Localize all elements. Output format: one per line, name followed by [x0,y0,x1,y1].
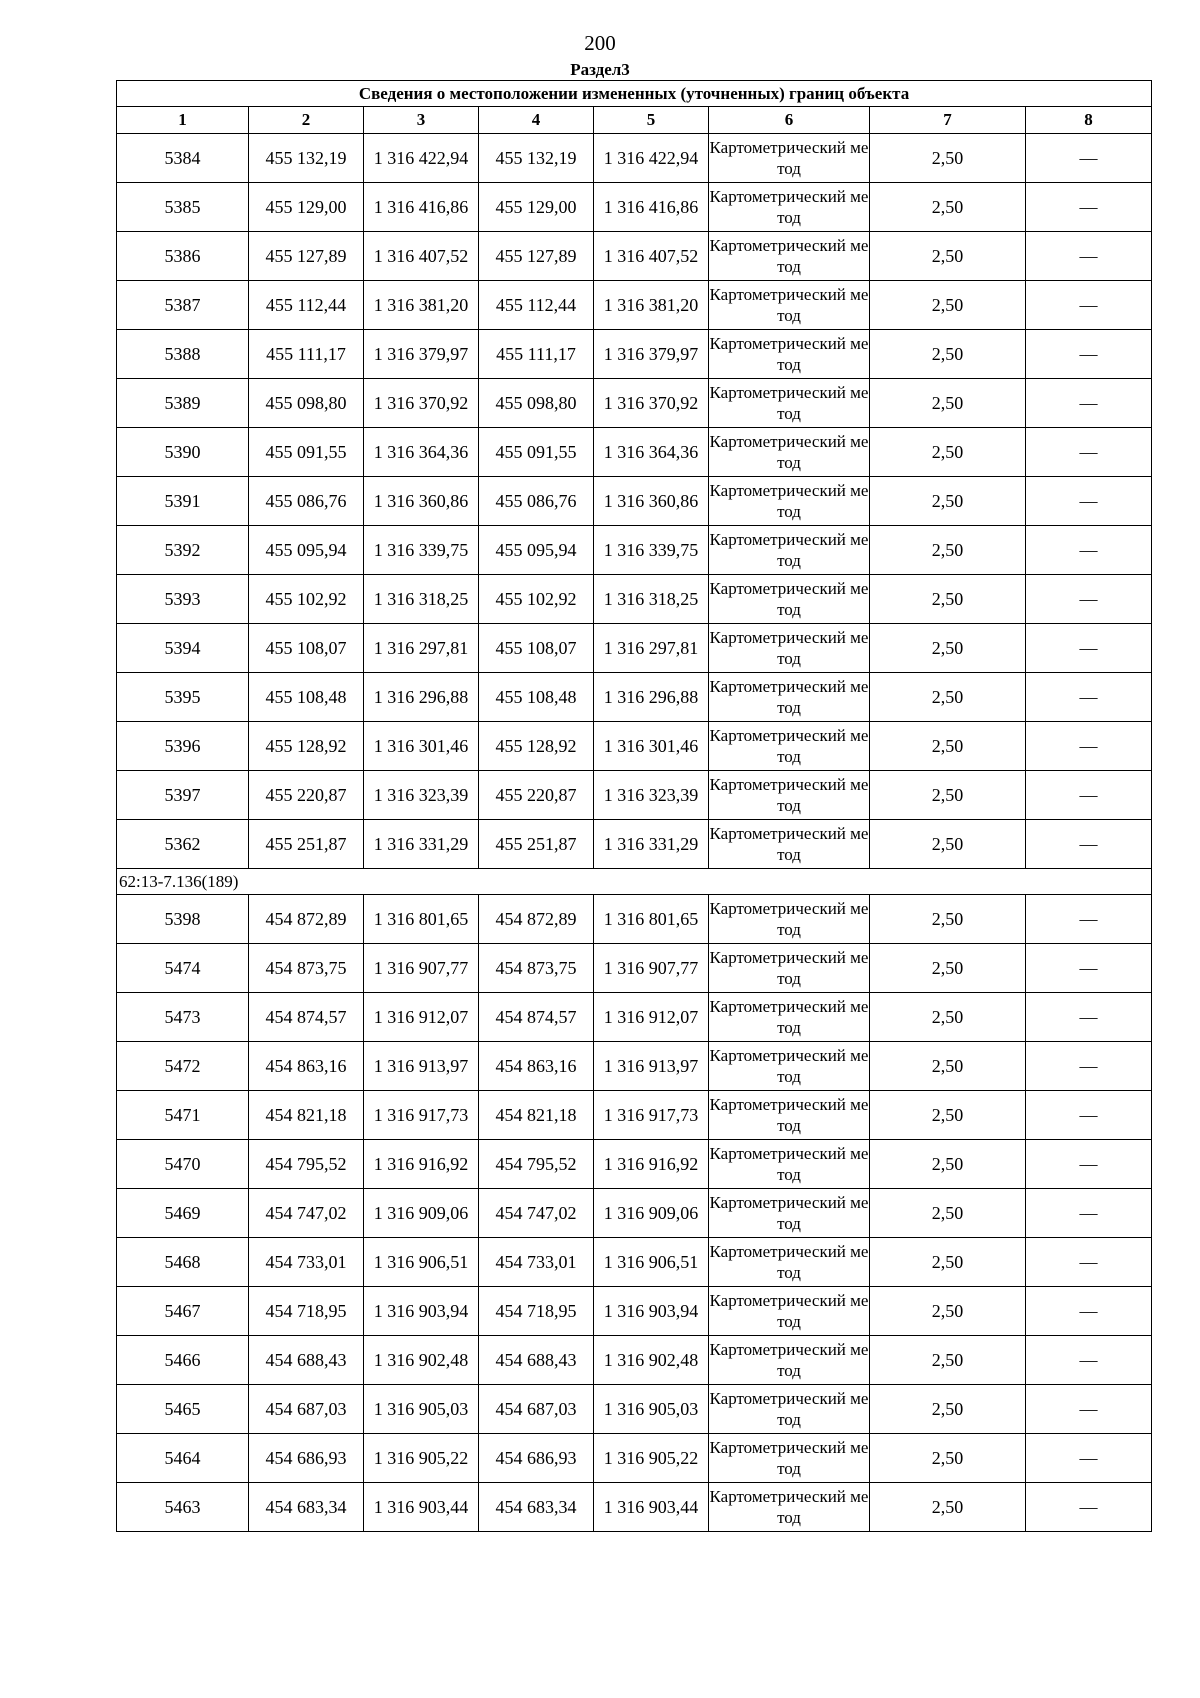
column-number: 2 [249,107,364,134]
cell-description: — [1026,624,1152,673]
table-body [117,134,1152,1532]
cell-x-new: 454 733,01 [479,1238,594,1287]
cell-accuracy: 2,50 [870,1042,1026,1091]
cell-method: Картометрический метод [709,1287,870,1336]
cell-point-number: 5472 [117,1042,249,1091]
cell-method: Картометрический метод [709,1385,870,1434]
cell-x-new: 455 111,17 [479,330,594,379]
cell-method: Картометрический метод [709,820,870,869]
cell-point-number: 5463 [117,1483,249,1532]
cell-x-new: 455 086,76 [479,477,594,526]
cell-y-old: 1 316 902,48 [364,1336,479,1385]
cell-y-new: 1 316 323,39 [594,771,709,820]
cell-description: — [1026,134,1152,183]
cell-x-old: 455 132,19 [249,134,364,183]
cell-description: — [1026,379,1152,428]
cell-x-old: 454 873,75 [249,944,364,993]
cell-point-number: 5391 [117,477,249,526]
cell-point-number: 5473 [117,993,249,1042]
cell-y-old: 1 316 422,94 [364,134,479,183]
cell-accuracy: 2,50 [870,771,1026,820]
cell-point-number: 5398 [117,895,249,944]
cell-x-new: 454 873,75 [479,944,594,993]
cell-y-old: 1 316 323,39 [364,771,479,820]
cell-method: Картометрический метод [709,330,870,379]
cell-point-number: 5395 [117,673,249,722]
cell-method: Картометрический метод [709,1042,870,1091]
cell-description: — [1026,1434,1152,1483]
cell-description: — [1026,673,1152,722]
column-number: 7 [870,107,1026,134]
cell-description: — [1026,281,1152,330]
cell-y-new: 1 316 296,88 [594,673,709,722]
cell-y-new: 1 316 907,77 [594,944,709,993]
cell-accuracy: 2,50 [870,820,1026,869]
cell-y-new: 1 316 318,25 [594,575,709,624]
cell-method: Картометрический метод [709,1336,870,1385]
cell-x-new: 454 747,02 [479,1189,594,1238]
cell-point-number: 5386 [117,232,249,281]
cell-method: Картометрический метод [709,134,870,183]
cell-accuracy: 2,50 [870,526,1026,575]
table-row [117,895,1152,944]
cell-point-number: 5384 [117,134,249,183]
cell-x-old: 454 821,18 [249,1091,364,1140]
cell-y-old: 1 316 297,81 [364,624,479,673]
cell-x-new: 454 683,34 [479,1483,594,1532]
cell-x-old: 454 863,16 [249,1042,364,1091]
cell-x-old: 454 747,02 [249,1189,364,1238]
group-header-row [117,869,1152,895]
cell-point-number: 5389 [117,379,249,428]
cell-y-old: 1 316 381,20 [364,281,479,330]
cell-method: Картометрический метод [709,379,870,428]
cell-method: Картометрический метод [709,895,870,944]
cell-y-new: 1 316 801,65 [594,895,709,944]
cell-y-old: 1 316 903,44 [364,1483,479,1532]
cell-accuracy: 2,50 [870,428,1026,477]
cell-y-old: 1 316 364,36 [364,428,479,477]
cell-x-old: 455 102,92 [249,575,364,624]
cell-y-new: 1 316 422,94 [594,134,709,183]
cell-description: — [1026,1091,1152,1140]
table-row [117,1238,1152,1287]
cell-x-old: 454 683,34 [249,1483,364,1532]
cell-method: Картометрический метод [709,1483,870,1532]
column-number: 6 [709,107,870,134]
cell-y-old: 1 316 905,22 [364,1434,479,1483]
cell-y-new: 1 316 407,52 [594,232,709,281]
cell-accuracy: 2,50 [870,673,1026,722]
cell-x-old: 455 251,87 [249,820,364,869]
cell-y-old: 1 316 905,03 [364,1385,479,1434]
cell-y-new: 1 316 360,86 [594,477,709,526]
cell-x-new: 455 112,44 [479,281,594,330]
cell-accuracy: 2,50 [870,624,1026,673]
column-number: 3 [364,107,479,134]
cell-description: — [1026,183,1152,232]
cell-point-number: 5471 [117,1091,249,1140]
column-number: 1 [117,107,249,134]
cell-x-old: 455 128,92 [249,722,364,771]
cell-point-number: 5396 [117,722,249,771]
cell-point-number: 5464 [117,1434,249,1483]
table-row [117,232,1152,281]
cell-method: Картометрический метод [709,722,870,771]
cell-y-old: 1 316 339,75 [364,526,479,575]
cell-y-new: 1 316 905,03 [594,1385,709,1434]
cell-description: — [1026,428,1152,477]
cell-y-new: 1 316 416,86 [594,183,709,232]
cell-point-number: 5466 [117,1336,249,1385]
cell-method: Картометрический метод [709,526,870,575]
cell-method: Картометрический метод [709,575,870,624]
cell-y-new: 1 316 381,20 [594,281,709,330]
cell-description: — [1026,993,1152,1042]
cell-description: — [1026,895,1152,944]
cell-x-new: 455 127,89 [479,232,594,281]
cell-y-old: 1 316 296,88 [364,673,479,722]
cell-y-new: 1 316 379,97 [594,330,709,379]
cell-point-number: 5394 [117,624,249,673]
cell-point-number: 5397 [117,771,249,820]
table-row [117,575,1152,624]
cell-y-new: 1 316 909,06 [594,1189,709,1238]
cell-y-new: 1 316 902,48 [594,1336,709,1385]
cell-y-old: 1 316 917,73 [364,1091,479,1140]
cell-x-old: 455 108,48 [249,673,364,722]
cell-point-number: 5388 [117,330,249,379]
cell-accuracy: 2,50 [870,330,1026,379]
cell-y-new: 1 316 297,81 [594,624,709,673]
cell-accuracy: 2,50 [870,944,1026,993]
cell-y-new: 1 316 905,22 [594,1434,709,1483]
cell-description: — [1026,1238,1152,1287]
cell-method: Картометрический метод [709,183,870,232]
cell-method: Картометрический метод [709,624,870,673]
cell-accuracy: 2,50 [870,1434,1026,1483]
cell-x-old: 455 112,44 [249,281,364,330]
cell-y-old: 1 316 906,51 [364,1238,479,1287]
cell-accuracy: 2,50 [870,232,1026,281]
cell-x-new: 455 220,87 [479,771,594,820]
cell-accuracy: 2,50 [870,1140,1026,1189]
cell-x-new: 455 251,87 [479,820,594,869]
cell-method: Картометрический метод [709,944,870,993]
cell-x-new: 455 108,48 [479,673,594,722]
table-row [117,993,1152,1042]
cell-accuracy: 2,50 [870,1238,1026,1287]
cell-accuracy: 2,50 [870,1287,1026,1336]
cell-x-old: 455 086,76 [249,477,364,526]
cell-y-new: 1 316 339,75 [594,526,709,575]
cell-x-new: 454 872,89 [479,895,594,944]
cell-x-new: 455 128,92 [479,722,594,771]
table-row [117,1434,1152,1483]
cell-accuracy: 2,50 [870,1189,1026,1238]
cell-x-new: 454 718,95 [479,1287,594,1336]
cell-y-new: 1 316 903,94 [594,1287,709,1336]
cell-accuracy: 2,50 [870,1385,1026,1434]
cell-y-old: 1 316 379,97 [364,330,479,379]
cell-description: — [1026,1140,1152,1189]
cell-x-new: 454 795,52 [479,1140,594,1189]
cell-description: — [1026,722,1152,771]
cell-method: Картометрический метод [709,1091,870,1140]
cell-method: Картометрический метод [709,673,870,722]
cell-description: — [1026,330,1152,379]
cell-method: Картометрический метод [709,1189,870,1238]
cell-y-old: 1 316 416,86 [364,183,479,232]
table-row [117,379,1152,428]
cell-y-new: 1 316 917,73 [594,1091,709,1140]
cell-y-new: 1 316 913,97 [594,1042,709,1091]
table-row [117,1189,1152,1238]
cell-y-old: 1 316 301,46 [364,722,479,771]
cell-x-new: 454 821,18 [479,1091,594,1140]
cell-x-old: 454 686,93 [249,1434,364,1483]
table-row [117,1483,1152,1532]
cell-method: Картометрический метод [709,281,870,330]
cell-y-old: 1 316 407,52 [364,232,479,281]
cell-method: Картометрический метод [709,1238,870,1287]
cell-method: Картометрический метод [709,771,870,820]
cell-description: — [1026,575,1152,624]
cell-y-old: 1 316 360,86 [364,477,479,526]
cell-y-old: 1 316 331,29 [364,820,479,869]
cell-x-old: 455 098,80 [249,379,364,428]
cell-accuracy: 2,50 [870,134,1026,183]
table-row [117,183,1152,232]
cell-y-old: 1 316 916,92 [364,1140,479,1189]
cell-x-new: 454 686,93 [479,1434,594,1483]
table-row [117,944,1152,993]
table-row [117,624,1152,673]
cell-y-new: 1 316 903,44 [594,1483,709,1532]
cell-x-old: 454 687,03 [249,1385,364,1434]
cell-point-number: 5470 [117,1140,249,1189]
cell-y-new: 1 316 331,29 [594,820,709,869]
table-caption: Сведения о местоположении измененных (уточненных) границ объекта [117,81,1152,107]
cell-description: — [1026,1483,1152,1532]
cell-x-new: 454 874,57 [479,993,594,1042]
table-row [117,1287,1152,1336]
cell-y-new: 1 316 912,07 [594,993,709,1042]
table-row [117,820,1152,869]
cell-description: — [1026,232,1152,281]
cell-y-new: 1 316 370,92 [594,379,709,428]
cell-description: — [1026,1287,1152,1336]
page-number: 200 [584,31,616,55]
cell-accuracy: 2,50 [870,477,1026,526]
cell-x-old: 455 108,07 [249,624,364,673]
boundary-coordinates-table [116,80,1152,1532]
cell-x-old: 455 091,55 [249,428,364,477]
column-number-row [117,107,1152,134]
cadastral-block-label: 62:13-7.136(189) [117,869,1152,895]
cell-y-old: 1 316 912,07 [364,993,479,1042]
cell-method: Картометрический метод [709,1140,870,1189]
cell-accuracy: 2,50 [870,183,1026,232]
cell-y-old: 1 316 909,06 [364,1189,479,1238]
cell-x-old: 455 129,00 [249,183,364,232]
cell-x-new: 455 132,19 [479,134,594,183]
cell-accuracy: 2,50 [870,993,1026,1042]
cell-accuracy: 2,50 [870,1336,1026,1385]
cell-point-number: 5390 [117,428,249,477]
table-row [117,477,1152,526]
table-row [117,1336,1152,1385]
cell-x-old: 454 795,52 [249,1140,364,1189]
table-row [117,673,1152,722]
table-row [117,1091,1152,1140]
cell-x-new: 454 863,16 [479,1042,594,1091]
cell-point-number: 5387 [117,281,249,330]
cell-point-number: 5465 [117,1385,249,1434]
cell-point-number: 5467 [117,1287,249,1336]
table-row [117,1042,1152,1091]
cell-point-number: 5469 [117,1189,249,1238]
cell-x-old: 455 220,87 [249,771,364,820]
cell-description: — [1026,771,1152,820]
cell-y-old: 1 316 913,97 [364,1042,479,1091]
table-row [117,526,1152,575]
table-row [117,428,1152,477]
cell-description: — [1026,1189,1152,1238]
cell-point-number: 5474 [117,944,249,993]
cell-x-new: 455 108,07 [479,624,594,673]
cell-x-old: 455 127,89 [249,232,364,281]
table-row [117,1140,1152,1189]
cell-x-new: 455 091,55 [479,428,594,477]
cell-y-new: 1 316 364,36 [594,428,709,477]
cell-x-old: 454 688,43 [249,1336,364,1385]
cell-method: Картометрический метод [709,477,870,526]
cell-accuracy: 2,50 [870,575,1026,624]
cell-point-number: 5392 [117,526,249,575]
cell-accuracy: 2,50 [870,281,1026,330]
cell-y-new: 1 316 301,46 [594,722,709,771]
cell-description: — [1026,820,1152,869]
cell-method: Картометрический метод [709,232,870,281]
cell-method: Картометрический метод [709,1434,870,1483]
cell-point-number: 5362 [117,820,249,869]
cell-x-new: 455 098,80 [479,379,594,428]
cell-y-old: 1 316 370,92 [364,379,479,428]
column-number: 5 [594,107,709,134]
cell-x-old: 454 718,95 [249,1287,364,1336]
cell-point-number: 5393 [117,575,249,624]
cell-accuracy: 2,50 [870,1483,1026,1532]
cell-accuracy: 2,50 [870,895,1026,944]
cell-x-new: 455 129,00 [479,183,594,232]
cell-accuracy: 2,50 [870,379,1026,428]
cell-x-old: 454 733,01 [249,1238,364,1287]
cell-description: — [1026,526,1152,575]
cell-y-old: 1 316 318,25 [364,575,479,624]
cell-x-old: 454 872,89 [249,895,364,944]
cell-x-new: 455 095,94 [479,526,594,575]
cell-x-new: 455 102,92 [479,575,594,624]
cell-description: — [1026,1385,1152,1434]
cell-description: — [1026,1042,1152,1091]
table-row [117,771,1152,820]
cell-y-new: 1 316 906,51 [594,1238,709,1287]
cell-point-number: 5385 [117,183,249,232]
cell-y-old: 1 316 907,77 [364,944,479,993]
cell-y-old: 1 316 903,94 [364,1287,479,1336]
section-title: Раздел3 [570,60,630,79]
table-row [117,281,1152,330]
cell-accuracy: 2,50 [870,722,1026,771]
table-row [117,134,1152,183]
column-number: 4 [479,107,594,134]
cell-accuracy: 2,50 [870,1091,1026,1140]
cell-description: — [1026,477,1152,526]
cell-method: Картометрический метод [709,428,870,477]
cell-description: — [1026,1336,1152,1385]
cell-y-old: 1 316 801,65 [364,895,479,944]
cell-method: Картометрический метод [709,993,870,1042]
cell-y-new: 1 316 916,92 [594,1140,709,1189]
table-row [117,1385,1152,1434]
cell-x-new: 454 687,03 [479,1385,594,1434]
cell-point-number: 5468 [117,1238,249,1287]
cell-x-old: 455 111,17 [249,330,364,379]
column-number: 8 [1026,107,1152,134]
cell-description: — [1026,944,1152,993]
cell-x-old: 455 095,94 [249,526,364,575]
table-row [117,330,1152,379]
cell-x-old: 454 874,57 [249,993,364,1042]
table-row [117,722,1152,771]
cell-x-new: 454 688,43 [479,1336,594,1385]
